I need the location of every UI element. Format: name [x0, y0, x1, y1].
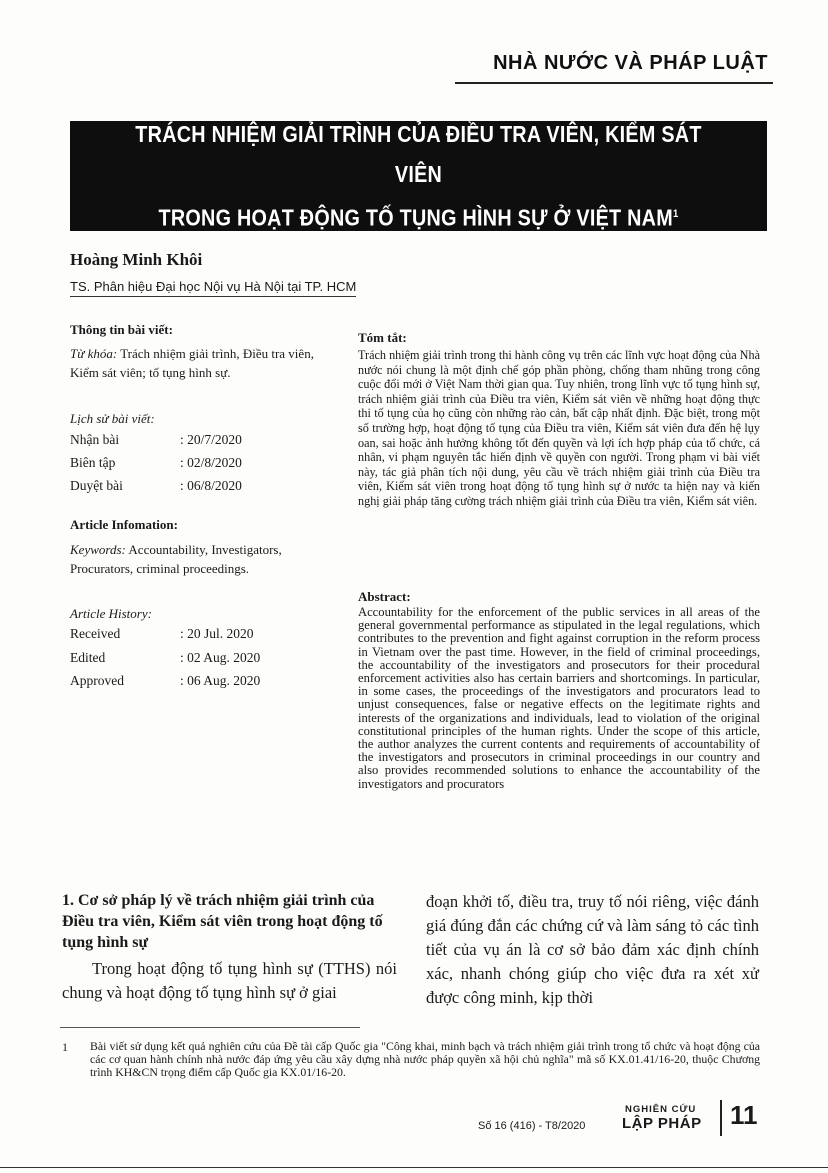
- history-row-edited-en: Edited: [70, 650, 106, 665]
- history-date-approved-en: : 06 Aug. 2020: [180, 673, 261, 688]
- issue-label: Số 16 (416) - T8/2020: [478, 1120, 586, 1132]
- title-footnote-mark: 1: [672, 208, 679, 221]
- summary-vi-heading: Tóm tắt:: [358, 330, 407, 345]
- history-date-edited-en: : 02 Aug. 2020: [180, 650, 261, 665]
- info-en-keywords-text: Accountability, Investigators, Procurators, criminal proceedings.: [70, 542, 282, 576]
- history-row-received-vi: Nhận bài: [70, 432, 120, 447]
- history-row-approved-en: Approved: [70, 673, 124, 688]
- section-1-heading: 1. Cơ sở pháp lý về trách nhiệm giải trình của Điều tra viên, Kiểm sát viên trong hoạt động tố tụng hình sự: [62, 892, 383, 951]
- section-1-text-right: đoạn khởi tố, điều tra, truy tố nói riêng, việc đánh giá đúng đắn các chứng cứ và làm sáng tỏ các tình tiết của vụ án là cơ sở bảo đảm xác định chính xác, nhanh chóng giúp cho việc đưa ra xét xử được công minh, kịp thời: [426, 892, 759, 1007]
- footnote-text: Bài viết sử dụng kết quả nghiên cứu của Đề tài cấp Quốc gia "Công khai, minh bạch và trách nhiệm giải trình trong tổ chức và hoạt động của các cơ quan hành chính nhà nước đáp ứng yêu cầu xây dựng nhà nước pháp quyền xã hội chủ nghĩa" mã số KX.01.41/16-20, thuộc Chương trình KH&CN trọng điểm cấp Quốc gia KX.01/16-20.: [90, 1039, 760, 1079]
- info-en-keywords-label: Keywords:: [70, 542, 126, 557]
- info-vi-keywords-text: Trách nhiệm giải trình, Điều tra viên, Kiểm sát viên; tố tụng hình sự.: [70, 346, 314, 380]
- info-en-keywords: [70, 540, 332, 578]
- page-number: 11: [730, 1100, 758, 1130]
- abstract-heading: Abstract:: [358, 589, 411, 604]
- info-vi-history-label: Lịch sử bài viết:: [70, 411, 155, 426]
- info-vi-keywords: [70, 344, 332, 382]
- history-date-received-en: : 20 Jul. 2020: [180, 626, 254, 641]
- history-date-edited-vi: : 02/8/2020: [180, 455, 242, 470]
- section-1-text-left: Trong hoạt động tố tụng hình sự (TTHS) nói chung và hoạt động tố tụng hình sự ở giai: [62, 959, 397, 1002]
- bottom-rule: [0, 1167, 828, 1168]
- history-row-approved-vi: Duyệt bài: [70, 478, 123, 493]
- journal-brand-top: NGHIÊN CỨU: [625, 1104, 697, 1115]
- summary-vi-text: Trách nhiệm giải trình trong thi hành công vụ trên các lĩnh vực hoạt động của Nhà nước nói chung là một định chế góp phần phòng, chống tham nhũng trong công cuộc đổi mới ở Việt Nam thời gian qua. Tuy nhiên, trong lĩnh vực tố tụng hình sự, trách nhiệm giải trình của Điều tra viên, Kiểm sát viên về những hoạt động thực thi tố tụng của họ cũng còn những rào cản, bất cập nhất định. Đặc biệt, trong một số trường hợp, hoạt động tố tụng của Điều tra viên, Kiểm sát viên đưa đến hệ lụy oan, sai hoặc ảnh hưởng không tốt đến quyền và lợi ích hợp pháp của tổ chức, cá nhân, vi phạm nguyên tắc hiến định về quyền con người. Trong phạm vi bài viết này, tác giả phân tích nội dung, yêu cầu về trách nhiệm giải trình của Điều tra viên, Kiểm sát viên trong hoạt động tố tụng hình sự ở nước ta hiện nay và kiến nghị giải pháp tăng cường trách nhiệm giải trình của Điều tra viên, Kiểm sát viên.: [358, 348, 760, 508]
- article-title: [70, 121, 767, 231]
- section-rule: [455, 82, 773, 84]
- info-vi-heading: Thông tin bài viết:: [70, 322, 173, 337]
- journal-brand-bottom: LẬP PHÁP: [622, 1115, 702, 1132]
- author-affiliation: TS. Phân hiệu Đại học Nội vụ Hà Nội tại TP. HCM: [70, 279, 356, 297]
- footer-separator: [720, 1100, 722, 1136]
- title-line-1: TRÁCH NHIỆM GIẢI TRÌNH CỦA ĐIỀU TRA VIÊN, KIỂM SÁT VIÊN: [135, 121, 702, 188]
- history-date-approved-vi: : 06/8/2020: [180, 478, 242, 493]
- section-label: NHÀ NƯỚC VÀ PHÁP LUẬT: [493, 52, 768, 74]
- history-date-received-vi: : 20/7/2020: [180, 432, 242, 447]
- history-row-edited-vi: Biên tập: [70, 455, 116, 470]
- title-line-2: TRONG HOẠT ĐỘNG TỐ TỤNG HÌNH SỰ Ở VIỆT NAM$^1$: [158, 204, 679, 231]
- info-vi-keywords-label: Từ khóa:: [70, 346, 118, 361]
- info-en-history-label: Article History:: [70, 606, 152, 621]
- footnote-rule: [60, 1027, 360, 1028]
- info-en-heading: Article Infomation:: [70, 517, 178, 532]
- author-name: Hoàng Minh Khôi: [70, 250, 203, 269]
- abstract-text: Accountability for the enforcement of the public services in all areas of the general governmental performance as stipulated in the legal regulations, which contributes to the prevention and fight against corruption in the reform process in Vietnam over the past time. However, in the field of criminal proceedings, the accountability of the investigators and prosecutors for their procedural enforcement activities also has certain barriers and shortcomings. In particular, in some cases, the proceedings of the investigators and procurators lead to unjust consequences, false or negative effects on the legitimate rights and interests of the organizations and individuals, lead to violation of the original constitutional principles of the human rights. Under the scope of this article, the author analyzes the current contents and requirements of accountability of the investigators and prosecutors in criminal proceedings in our country and also provides recommended solutions to enhance the accountability of the investigators and procurators: [358, 605, 760, 791]
- footnote-number: 1: [62, 1040, 68, 1054]
- history-row-received-en: Received: [70, 626, 121, 641]
